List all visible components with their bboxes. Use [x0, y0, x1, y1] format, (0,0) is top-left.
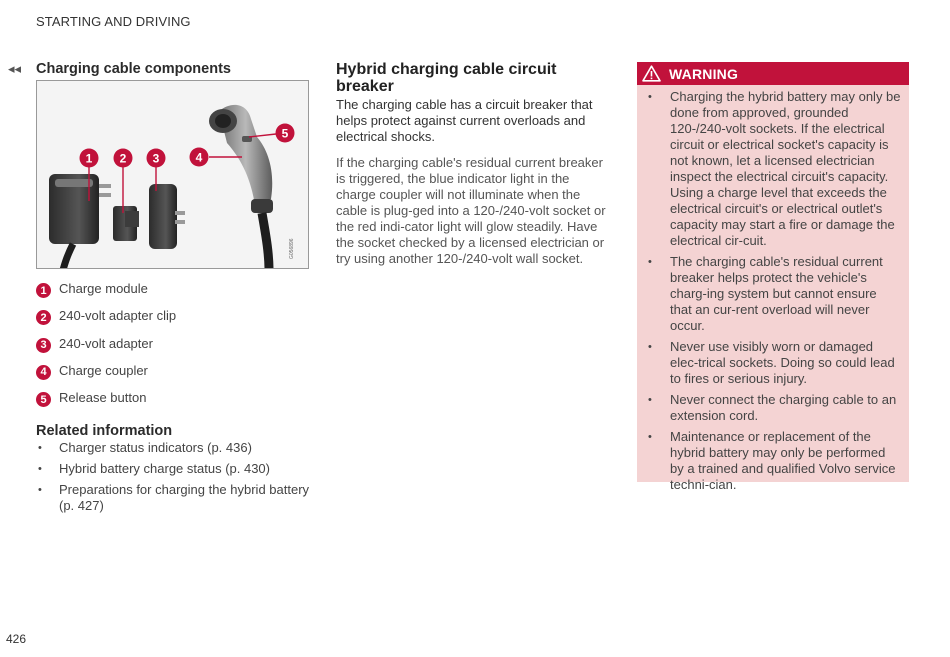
- legend-label: 240-volt adapter clip: [59, 308, 177, 324]
- legend-label: Release button: [59, 390, 147, 406]
- circuit-breaker-heading: Hybrid charging cable circuit breaker: [336, 61, 557, 95]
- circuit-breaker-intro: The charging cable has a circuit breaker that helps protect against current overloads and electrical shocks.: [336, 97, 593, 144]
- related-link[interactable]: • Preparations for charging the hybrid battery (p. 427): [36, 482, 311, 514]
- related-link[interactable]: • Hybrid battery charge status (p. 430): [36, 461, 311, 477]
- figure-code: G056896: [289, 238, 295, 259]
- legend-item-charge-module: [36, 280, 176, 307]
- related-info-list: [36, 440, 311, 519]
- warning-triangle-icon: [642, 65, 661, 82]
- charging-cable-drawing: [37, 81, 309, 269]
- related-link[interactable]: • Charger status indicators (p. 436): [36, 440, 311, 456]
- components-heading: Charging cable components: [36, 61, 231, 77]
- component-legend: [36, 280, 176, 416]
- callout-1: [80, 149, 99, 168]
- charging-cable-illustration: [36, 80, 309, 269]
- callout-5: [276, 124, 295, 143]
- legend-item-release-button: [36, 389, 176, 416]
- back-chevrons-icon[interactable]: ◂◂: [8, 61, 22, 76]
- related-info-heading: Related information: [36, 423, 173, 439]
- adapter-clip-shape: [113, 206, 139, 241]
- legend-item-adapter: [36, 335, 176, 362]
- charge-module-shape: [49, 174, 111, 269]
- charge-coupler-shape: [209, 105, 273, 269]
- section-header: STARTING AND DRIVING: [36, 14, 191, 29]
- svg-text:2: 2: [119, 151, 127, 166]
- svg-text:5: 5: [281, 126, 289, 141]
- warning-header: [637, 62, 909, 85]
- legend-number: 5: [36, 392, 51, 407]
- legend-item-charge-coupler: [36, 362, 176, 389]
- legend-number: 3: [36, 338, 51, 353]
- legend-label: Charge coupler: [59, 362, 148, 378]
- warning-item: • The charging cable's residual current breaker helps protect the vehicle's charg-ing system but cannot ensure that an cur-rent overload will never occur.: [637, 254, 909, 334]
- legend-item-adapter-clip: [36, 307, 176, 334]
- warning-item: • Maintenance or replacement of the hybrid battery may only be performed by a trained and qualified Volvo service techni-cian.: [637, 429, 909, 493]
- adapter-shape: [149, 184, 185, 249]
- legend-number: 4: [36, 365, 51, 380]
- svg-text:4: 4: [195, 150, 203, 165]
- svg-text:3: 3: [152, 151, 160, 166]
- callout-4: [190, 148, 209, 167]
- circuit-breaker-body: If the charging cable's residual current breaker is triggered, the blue indicator light in the charge coupler will not illuminate when the cable is plug-ged into a 120-/240-volt socket or the red indi-cator light will glow steadily. Have the socket checked by a licensed electrician or try using another 120-/240-volt wall socket.: [336, 155, 606, 266]
- callout-3: [147, 149, 166, 168]
- warning-item: • Charging the hybrid battery may only be done from approved, grounded 120-/240-volt sockets. If the electrical circuit or electrical socket's capacity is not known, let a licensed electrician inspect the electrical circuit's capacity. Using a charge level that exceeds the electrical circuit's or electrical outlet's capacity may start a fire or damage the electrical cir-cuit.: [637, 89, 909, 249]
- warning-list: [637, 89, 909, 498]
- legend-number: 2: [36, 310, 51, 325]
- legend-label: Charge module: [59, 281, 148, 296]
- callout-2: [114, 149, 133, 168]
- legend-number: 1: [36, 283, 51, 298]
- warning-title: WARNING: [669, 65, 739, 82]
- svg-text:1: 1: [85, 151, 93, 166]
- legend-label: 240-volt adapter: [59, 335, 153, 351]
- warning-item: • Never use visibly worn or damaged elec-trical sockets. Doing so could lead to fires or serious injury.: [637, 339, 909, 387]
- warning-item: • Never connect the charging cable to an extension cord.: [637, 392, 909, 424]
- page-number: 426: [6, 632, 27, 646]
- warning-box: [637, 62, 909, 492]
